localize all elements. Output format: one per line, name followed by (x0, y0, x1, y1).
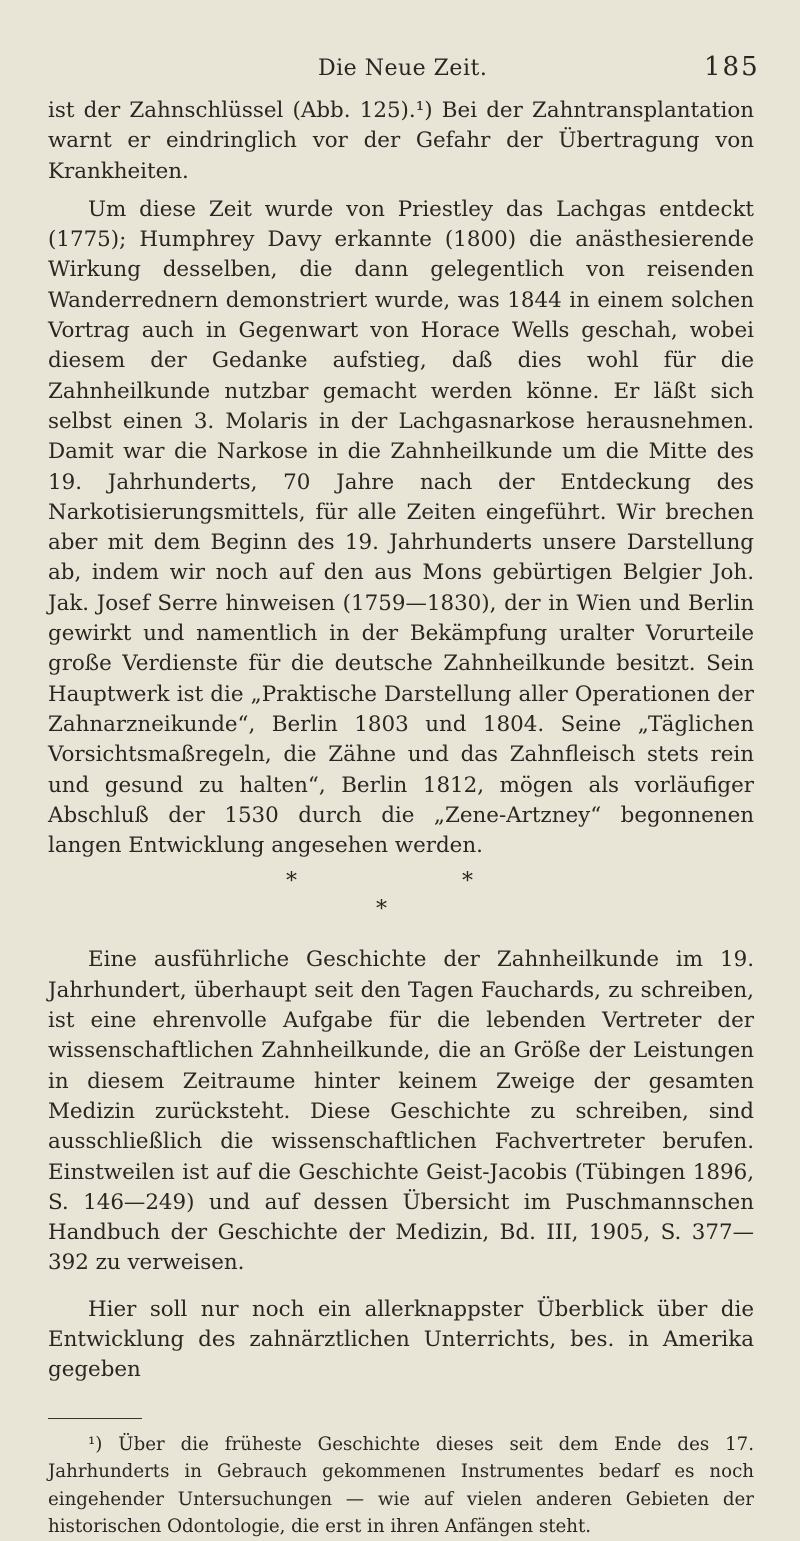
footnote (48, 1431, 754, 1541)
section-break (48, 861, 754, 941)
paragraph-geschichte: Eine ausführliche Geschichte der Zahnheilkunde im 19. Jahrhundert, überhaupt seit den Tagen Fauchards, zu schreiben, ist eine ehrenvolle Aufgabe für die lebenden Vertreter der wissenschaftlichen Zahnheilkunde, die an Größe der Leistungen in diesem Zeitraume hinter keinem Zweige der gesamten Medizin zurücksteht. Diese Geschichte zu schreiben, sind ausschließlich die wissenschaftlichen Fachvertreter berufen. Einstweilen ist auf die Geschichte Geist-Jacobis (Tübingen 1896, S. 146—249) und auf dessen Übersicht im Puschmannschen Handbuch der Geschichte der Medizin, Bd. III, 1905, S. 377—392 zu verweisen. (48, 947, 754, 1276)
paragraph-continuation: ist der Zahnschlüssel (Abb. 125).¹) Bei der Zahntransplantation warnt er eindringlich vor der Gefahr der Übertragung von Krankheiten. (48, 98, 754, 184)
footnote-text: ¹) Über die früheste Geschichte dieses seit dem Ende des 17. Jahrhunderts in Gebrauch gekommenen Instrumentes bedarf es noch eingehender Untersuchungen — wie auf vielen anderen Gebieten der historischen Odontologie, die erst in ihren Anfängen steht. (48, 1433, 754, 1538)
paragraph-lachgas: Um diese Zeit wurde von Priestley das Lachgas entdeckt (1775); Humphrey Davy erkannte (1800) die anästhesierende Wirkung desselben, die dann gelegentlich von reisenden Wanderrednern demonstriert wurde, was 1844 in einem solchen Vortrag auch in Gegenwart von Horace Wells geschah, wobei diesem der Gedanke aufstieg, daß dies wohl für die Zahnheilkunde nutzbar gemacht werden könne. Er läßt sich selbst einen 3. Molaris in der Lachgasnarkose herausnehmen. Damit war die Narkose in die Zahnheilkunde um die Mitte des 19. Jahrhunderts, 70 Jahre nach der Entdeckung des Narkotisierungsmittels, für alle Zeiten eingeführt. Wir brechen aber mit dem Beginn des 19. Jahrhunderts unsere Darstellung ab, indem wir noch auf den aus Mons gebürtigen Belgier Joh. Jak. Josef Serre hinweisen (1759—1830), der in Wien und Berlin gewirkt und namentlich in der Bekämpfung uralter Vorurteile große Verdienste für die deutsche Zahnheilkunde besitzt. Sein Hauptwerk ist die „Praktische Darstellung aller Operationen der Zahnarzneikunde“, Berlin 1803 und 1804. Seine „Täglichen Vorsichtsmaßregeln, die Zähne und das Zahnfleisch stets rein und gesund zu halten“, Berlin 1812, mögen als vorläufiger Abschluß der 1530 durch die „Zene-Artzney“ begonnenen langen Entwicklung angesehen werden. (48, 196, 754, 859)
running-header (0, 46, 800, 86)
section-star: * (376, 897, 387, 923)
section-star: * (462, 869, 473, 895)
page-body (48, 96, 754, 1541)
footnote-rule (48, 1418, 142, 1419)
section-star: * (286, 869, 297, 895)
running-title: Die Neue Zeit. (318, 56, 488, 81)
page-number: 185 (704, 52, 760, 82)
paragraph-unterricht: Hier soll nur noch ein allerknappster Überblick über die Entwicklung des zahnärztlichen Unterrichts, bes. in Amerika gegeben (48, 1296, 754, 1383)
